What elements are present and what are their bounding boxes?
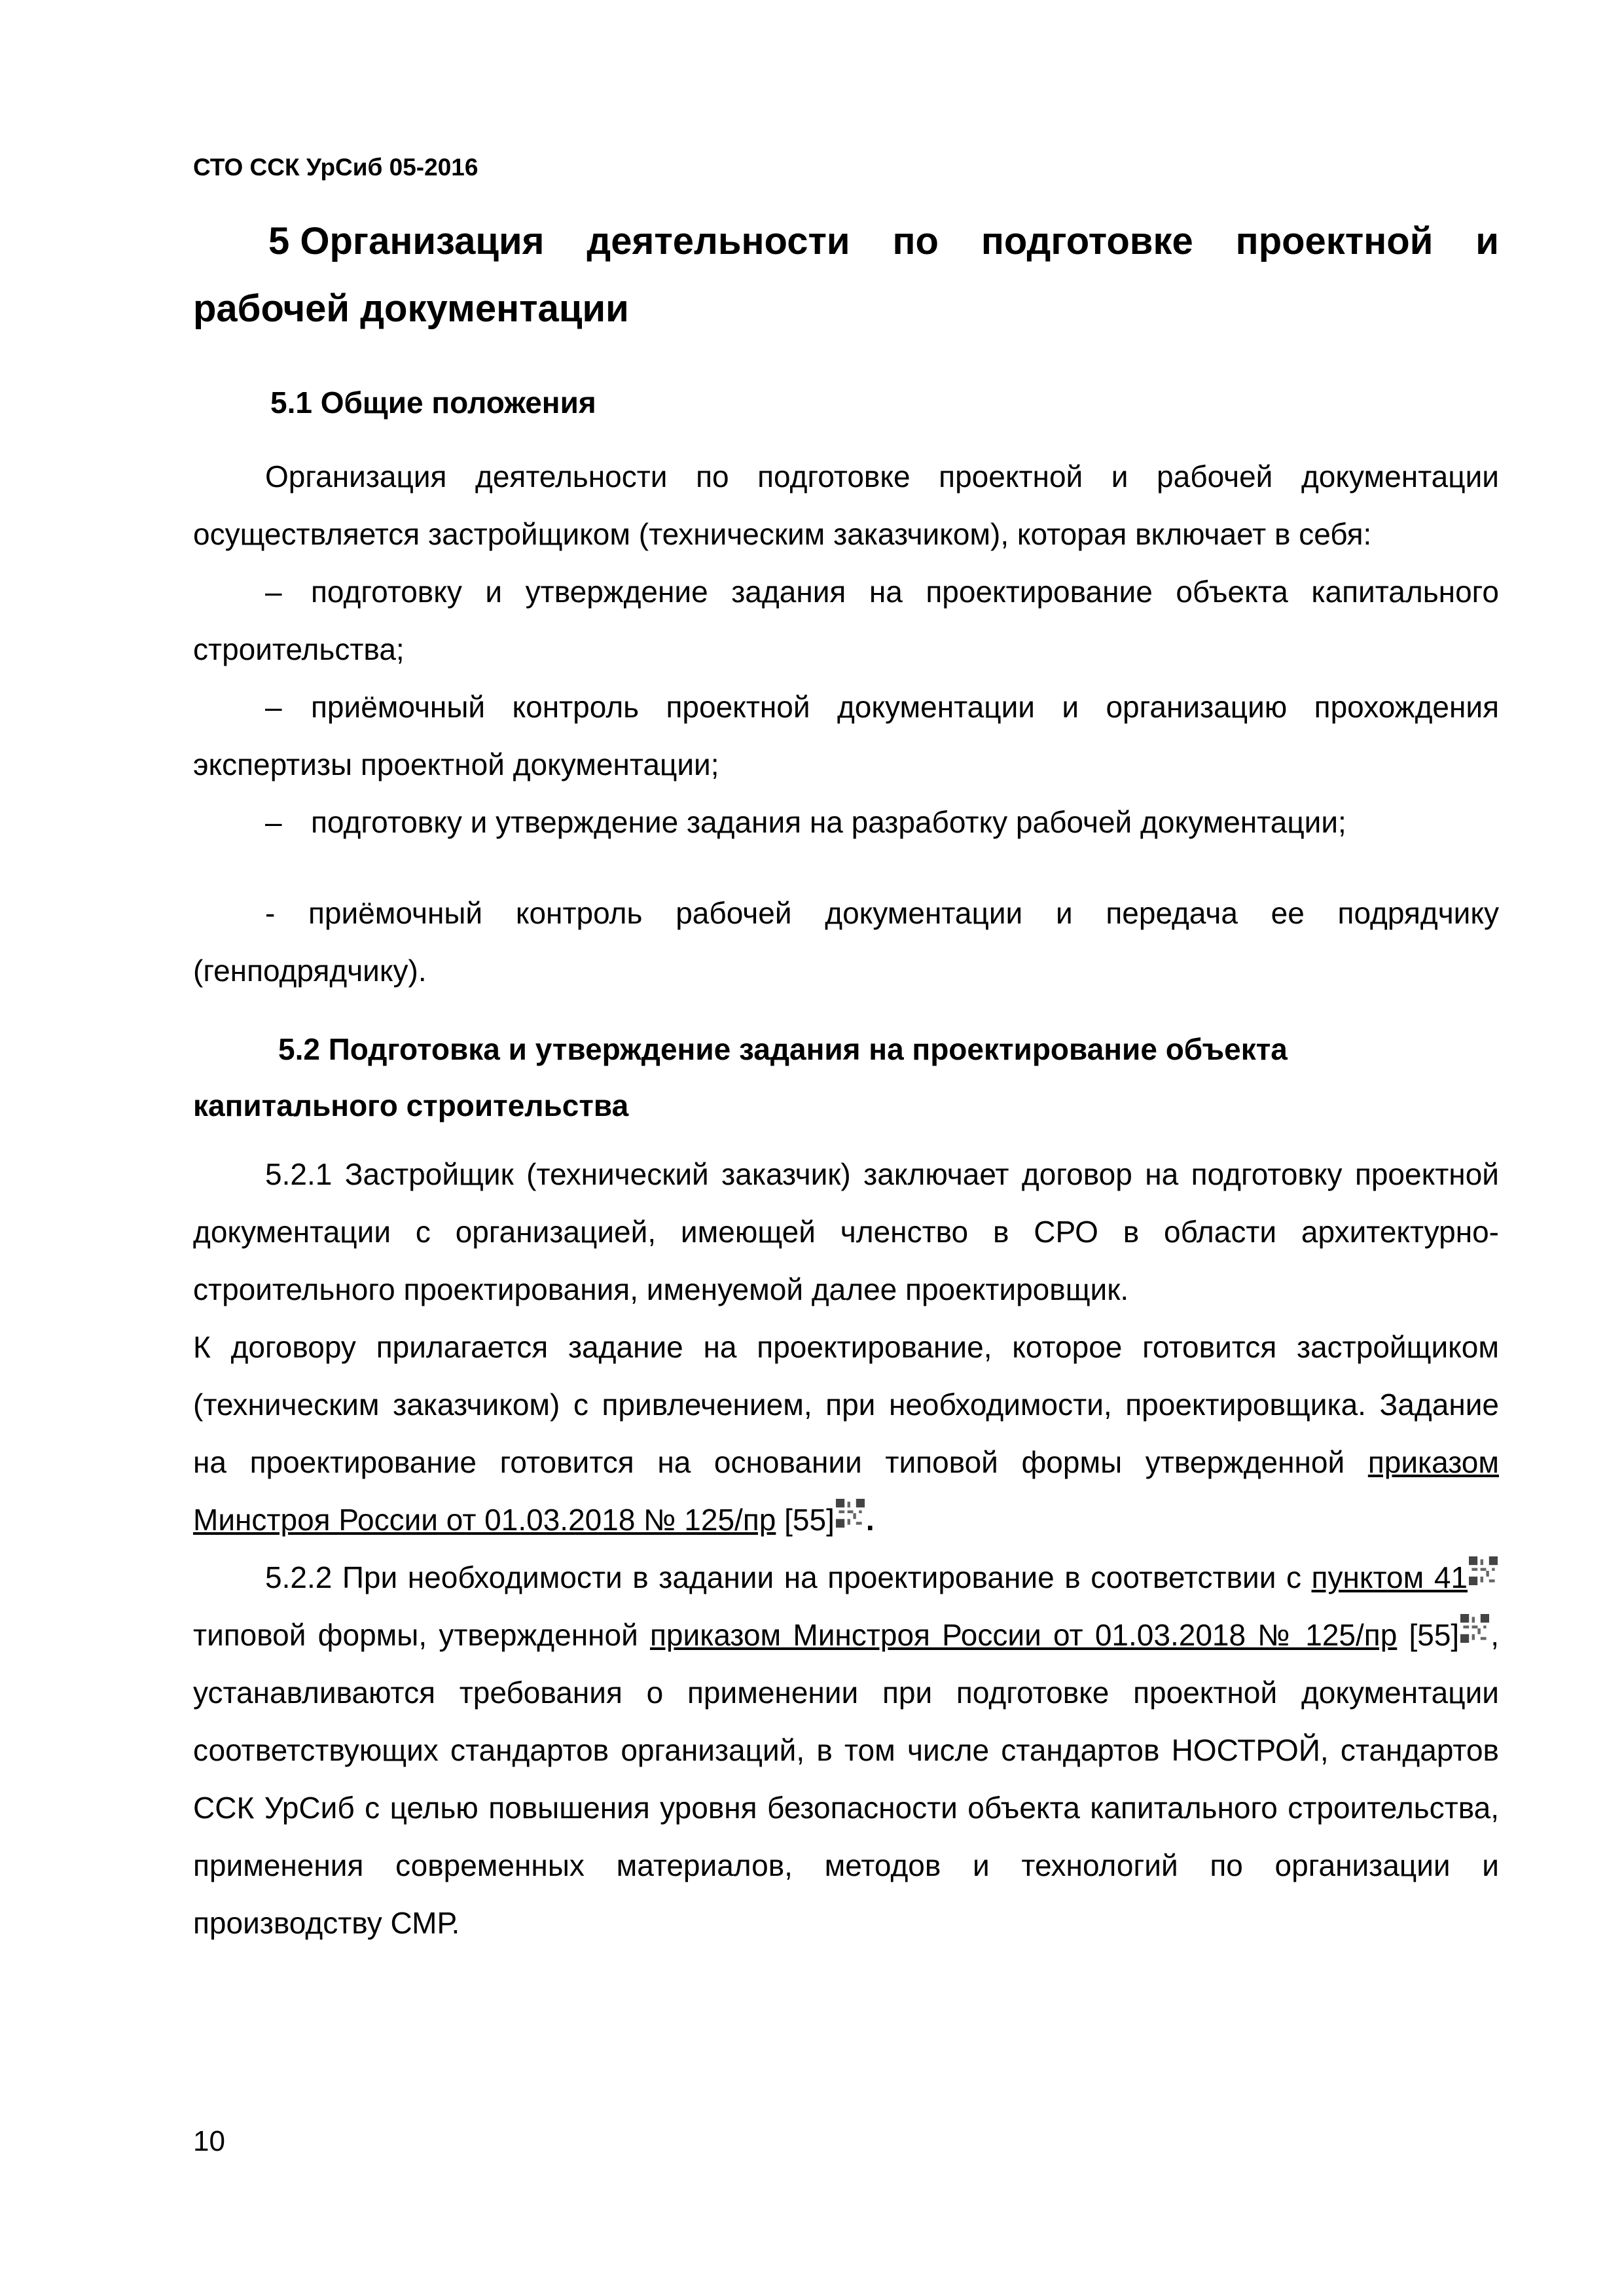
order-link[interactable]: приказом Минстроя России от 01.03.2018 № 125/пр (193, 1445, 1499, 1537)
subsection-5-1-body (193, 448, 1499, 851)
list-item (193, 793, 1499, 851)
dash-bullet: – (265, 690, 282, 724)
title-word: проектной (1235, 220, 1434, 262)
dash-bullet: – (265, 575, 282, 609)
subsection-5-2-body (193, 1145, 1499, 1952)
title-word: по (892, 220, 939, 262)
title-word: и (1475, 220, 1499, 262)
page-number: 10 (193, 2125, 225, 2157)
qr-code-icon (836, 1499, 865, 1528)
dash-bullet: – (265, 805, 282, 839)
paragraph-5-2-2: 5.2.2 При необходимости в задании на проектирование в соответствии с пунктом 41 типовой формы, утвержденной приказом Минстроя России от 01.03.2018 № 125/пр [55] , устанавливаются требования о применении при подготовке проектной документации соответствующих стандартов организаций, в том числе стандартов НОСТРОЙ, стандартов ССК УрСиб с целью повышения уровня безопасности объекта капитального строительства, применения современных материалов, методов и технологий по организации и производству СМР. (193, 1549, 1499, 1952)
list-item-text: подготовку и утверждение задания на разработку рабочей документации; (311, 805, 1346, 839)
section-title-line2: рабочей документации (193, 287, 629, 330)
order-link[interactable]: приказом Минстроя России от 01.03.2018 № 125/пр (650, 1618, 1398, 1652)
list-item-text: подготовку и утверждение задания на проектирование объекта капитального строительства; (193, 575, 1499, 666)
subsection-title-5-1: 5.1 Общие положения (270, 386, 596, 420)
subsection-title-5-2-line1: 5.2 Подготовка и утверждение задания на проектирование объекта (278, 1032, 1288, 1066)
qr-code-icon (1460, 1614, 1489, 1643)
clause-link[interactable]: пунктом 41 (1311, 1560, 1468, 1594)
paragraph-5-2-1: 5.2.1 Застройщик (технический заказчик) заключает договор на подготовку проектной документации с организацией, имеющей членство в СРО в области архитектурно-строительного проектирования, именуемой далее проектировщик. (193, 1157, 1499, 1306)
section-title-line1 (193, 220, 1499, 262)
qr-code-icon (1469, 1556, 1498, 1585)
title-word: 5 Организация (268, 220, 545, 262)
list-item (193, 563, 1499, 678)
list-item (193, 678, 1499, 793)
list-item: - приёмочный контроль рабочей документации и передача ее подрядчику (генподрядчику). (193, 896, 1499, 988)
paragraph-5-2-1-cont: К договору прилагается задание на проектирование, которое готовится застройщиком (техническим заказчиком) с привлечением, при необходимости, проектировщика. Задание на проектирование готовится на основании типовой формы утвержденной приказом Минстроя России от 01.03.2018 № 125/пр [55] . (193, 1330, 1499, 1537)
title-word: деятельности (586, 220, 850, 262)
list-item-text: приёмочный контроль проектной документации и организацию прохождения экспертизы проектной документации; (193, 690, 1499, 781)
subsection-5-1-last-item (193, 884, 1499, 999)
paragraph: Организация деятельности по подготовке проектной и рабочей документации осуществляется застройщиком (техническим заказчиком), которая включает в себя: (193, 459, 1499, 551)
document-code: СТО ССК УрСиб 05-2016 (193, 154, 478, 181)
title-word: подготовке (981, 220, 1193, 262)
subsection-title-5-2-line2: капитального строительства (193, 1088, 629, 1122)
